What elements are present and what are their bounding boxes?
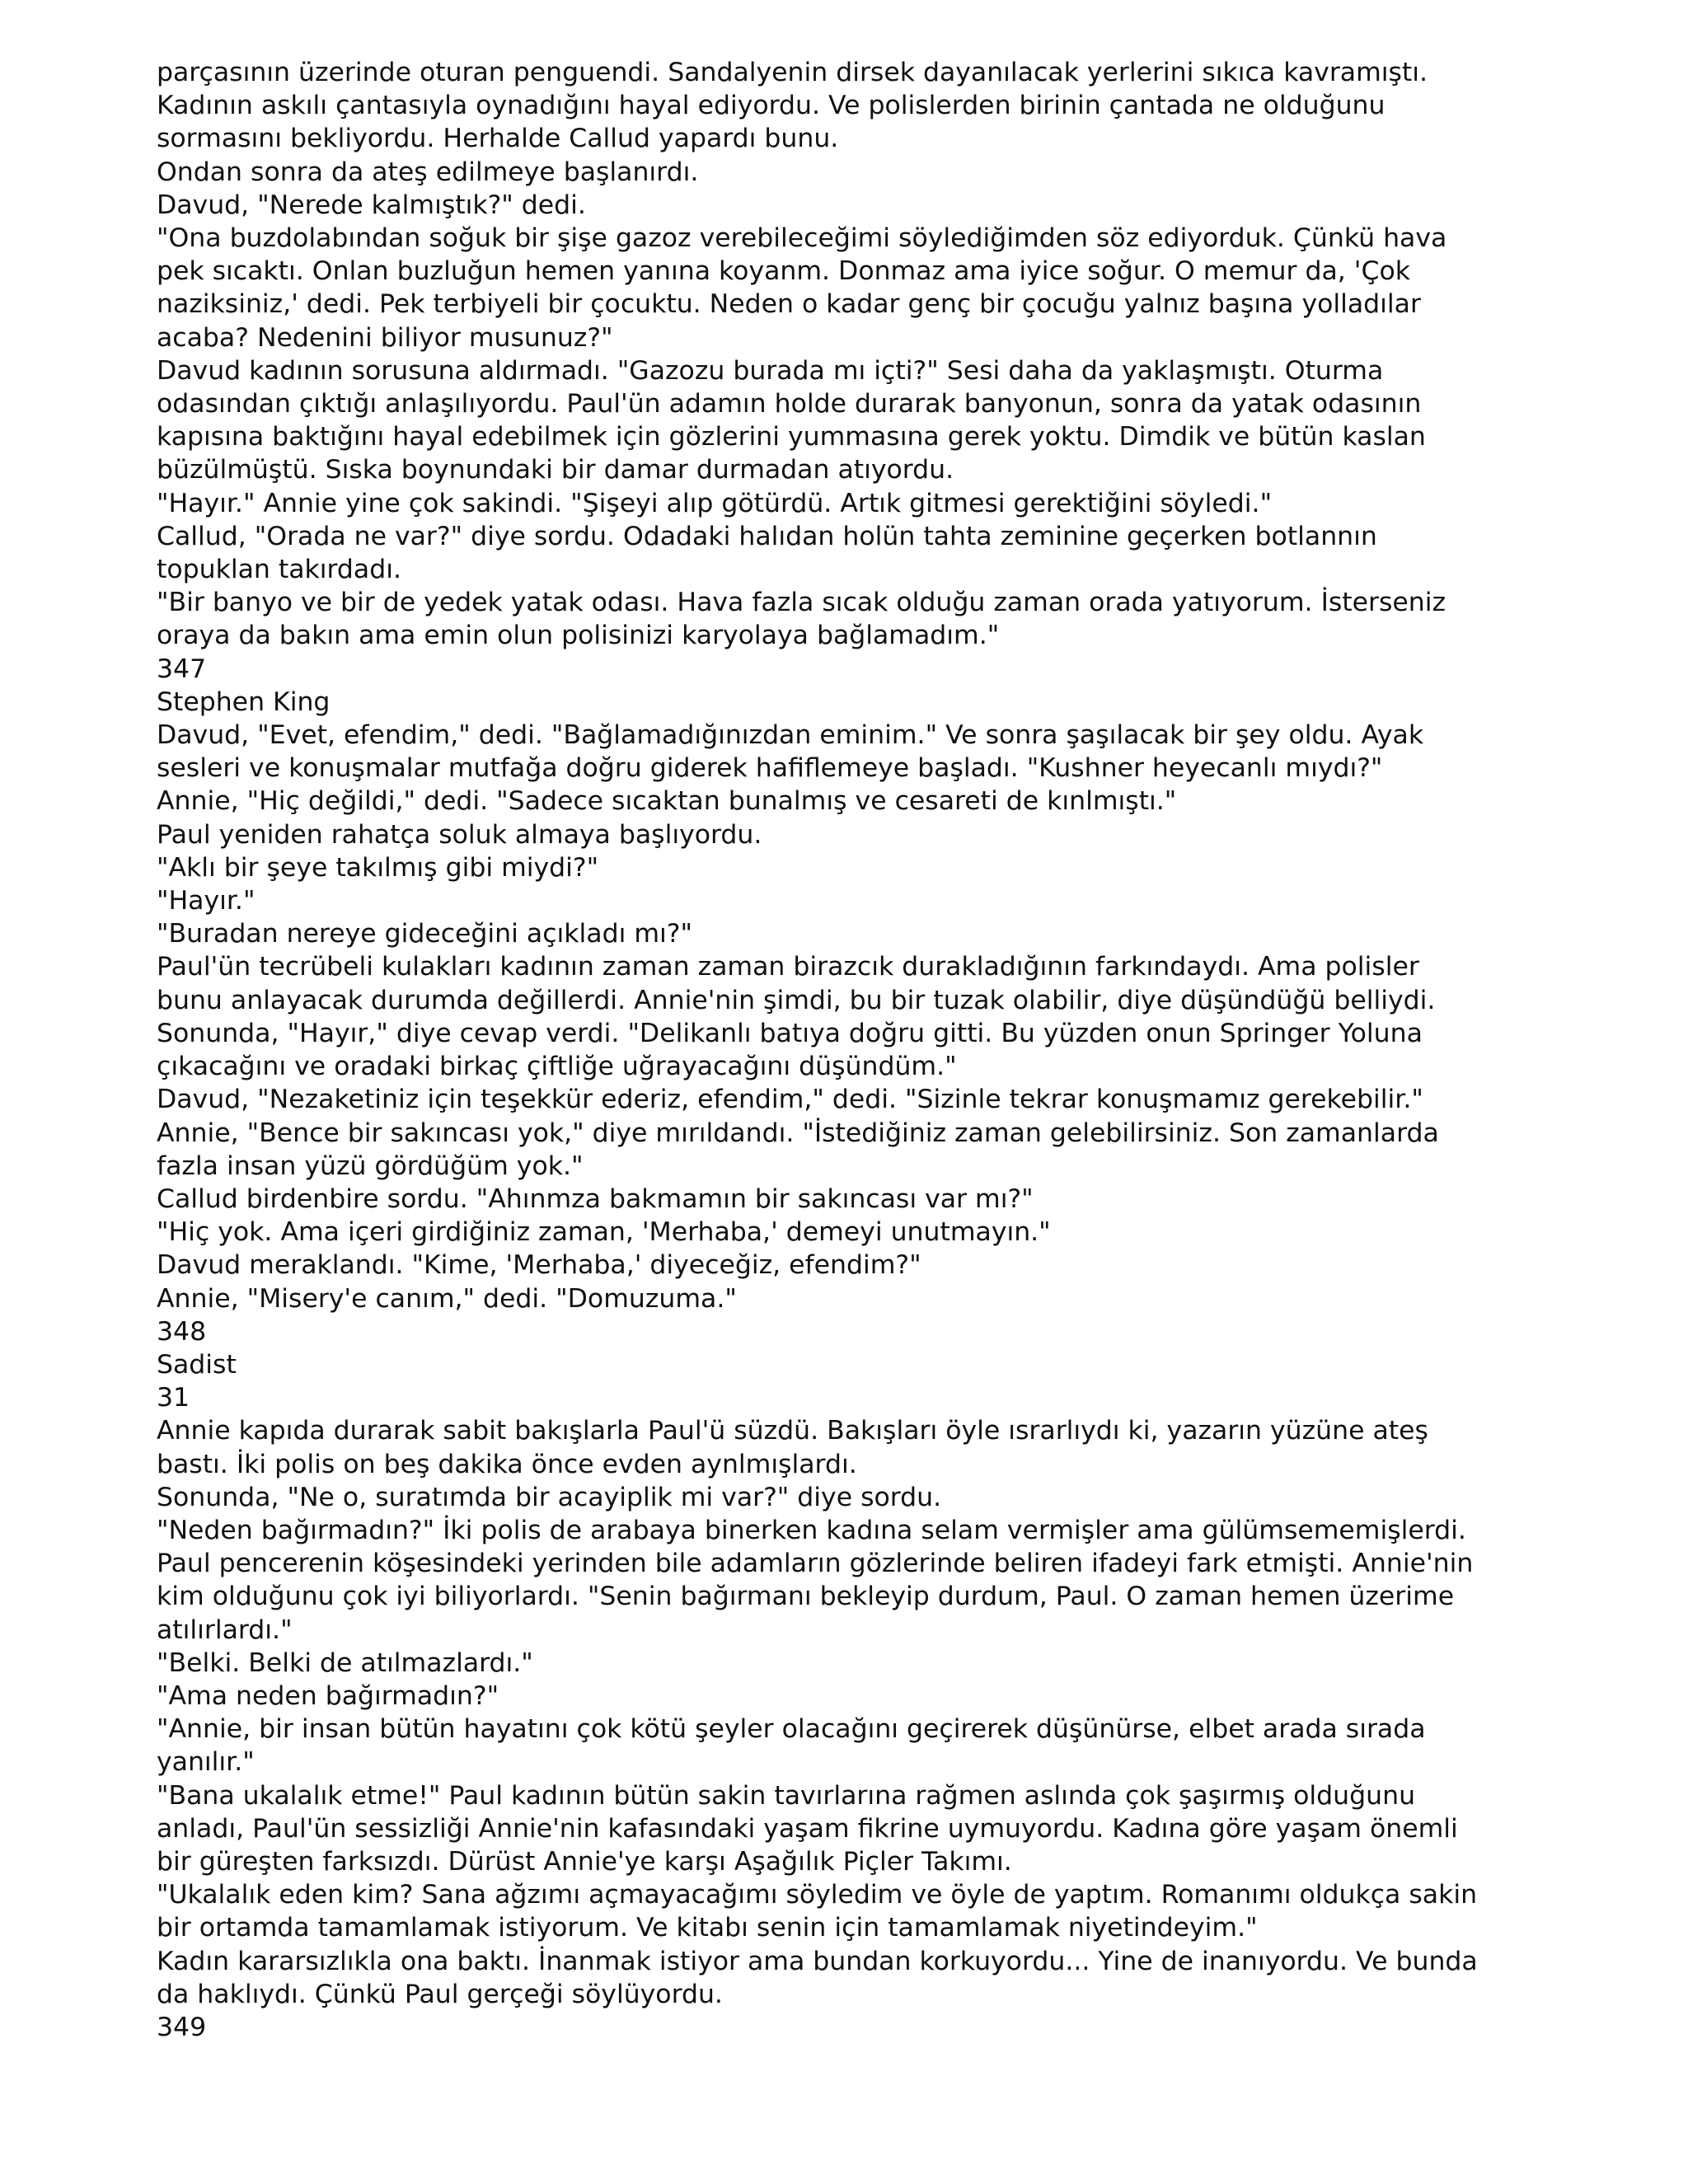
paragraph: "Neden bağırmadın?" İki polis de arabaya binerken kadına selam vermişler ama gülümsememişlerdi. Paul pencerenin köşesindeki yerinden bile adamların gözlerinde beliren ifadeyi fark etmişti. Annie'nin kim olduğunu çok iyi biliyorlardı. "Senin bağırmanı bekleyip durdum, Paul. O zaman hemen üzerime atılırlardı." [157,1515,1474,1645]
paragraph: "Bana ukalalık etme!" Paul kadının bütün sakin tavırlarına rağmen aslında çok şaşırmış olduğunu anladı, Paul'ün sessizliği Annie'nin kafasındaki yaşam fikrine uymuyordu. Kadına göre yaşam önemli bir güreşten farksızdı. Dürüst Annie'ye karşı Aşağılık Piçler Takımı. [157,1780,1458,1877]
paragraph: Davud, "Nezaketiniz için teşekkür ederiz, efendim," dedi. "Sizinle tekrar konuşmamız gerekebilir." [157,1085,1423,1115]
paragraph: "Ukalalık eden kim? Sana ağzımı açmayacağımı söyledim ve öyle de yaptım. Romanımı oldukça sakin bir ortamda tamamlamak istiyorum. Ve kitabı senin için tamamlamak niyetindeyim." [157,1880,1478,1943]
paragraph: "Hayır." [157,886,256,916]
paragraph: Annie kapıda durarak sabit bakışlarla Paul'ü süzdü. Bakışları öyle ısrarlıydı ki, yazarın yüzüne ateş bastı. İki polis on beş dakika önce evden aynlmışlardı. [157,1416,1428,1479]
paragraph: Davud meraklandı. "Kime, 'Merhaba,' diyeceğiz, efendim?" [157,1250,921,1281]
paragraph: "Annie, bir insan bütün hayatını çok kötü şeyler olacağını geçirerek düşünürse, elbet arada sırada yanılır." [157,1714,1426,1778]
page-number: 349 [157,2012,207,2042]
paragraph: parçasının üzerinde oturan penguendi. Sandalyenin dirsek dayanılacak yerlerini sıkıca kavramıştı. Kadının askılı çantasıyla oynadığını hayal ediyordu. Ve polislerden birinin çantada ne olduğunu sormasını bekliyordu. Herhalde Callud yapardı bunu. [157,58,1428,154]
paragraph: "Hiç yok. Ama içeri girdiğiniz zaman, 'Merhaba,' demeyi unutmayın." [157,1217,1051,1248]
paragraph: "Bir banyo ve bir de yedek yatak odası. Hava fazla sıcak olduğu zaman orada yatıyorum. İsterseniz oraya da bakın ama emin olun polisinizi karyolaya bağlamadım." [157,588,1446,651]
paragraph: Paul'ün tecrübeli kulakları kadının zaman zaman birazcık durakladığının farkındaydı. Ama polisler bunu anlayacak durumda değillerdi. Annie'nin şimdi, bu bir tuzak olabilir, diye düşündüğü belliydi. Sonunda, "Hayır," diye cevap verdi. "Delikanlı batıya doğru gitti. Bu yüzden onun Springer Yoluna çıkacağını ve oradaki birkaç çiftliğe uğrayacağını düşündüm." [157,952,1436,1082]
paragraph: Paul yeniden rahatça soluk almaya başlıyordu. [157,819,762,850]
paragraph: Ondan sonra da ateş edilmeye başlanırdı. [157,157,699,187]
paragraph: "Belki. Belki de atılmazlardı." [157,1647,533,1678]
paragraph: Annie, "Misery'e canım," dedi. "Domuzuma." [157,1283,737,1314]
paragraph: "Ama neden bağırmadın?" [157,1680,499,1711]
paragraph: "Buradan nereye gideceğini açıkladı mı?" [157,919,692,949]
page-number: 347 [157,654,207,684]
paragraph: Annie, "Hiç değildi," dedi. "Sadece sıcaktan bunalmış ve cesareti de kınlmıştı." [157,786,1177,817]
running-header: Sadist [157,1349,237,1380]
paragraph: "Ona buzdolabından soğuk bir şişe gazoz verebileceğimi söylediğimden söz ediyorduk. Çünkü hava pek sıcaktı. Onlan buzluğun hemen yanına koyanm. Donmaz ama iyice soğur. O memur da, 'Çok naziksiniz,' dedi. Pek terbiyeli bir çocuktu. Neden o kadar genç bir çocuğu yalnız başına yolladılar acaba? Nedenini biliyor musunuz?" [157,223,1447,353]
paragraph: Davud kadının sorusuna aldırmadı. "Gazozu burada mı içti?" Sesi daha da yaklaşmıştı. Oturma odasından çıktığı anlaşılıyordu. Paul'ün adamın holde durarak banyonun, sonra da yatak odasının kapısına baktığını hayal edebilmek için gözlerini yummasına gerek yoktu. Dimdik ve bütün kaslan büzülmüştü. Sıska boynundaki bir damar durmadan atıyordu. [157,355,1426,485]
page-number: 348 [157,1316,207,1347]
document-page [157,56,1492,2044]
paragraph: Kadın kararsızlıkla ona baktı. İnanmak istiyor ama bundan korkuyordu... Yine de inanıyordu. Ve bunda da haklıydı. Çünkü Paul gerçeği söylüyordu. [157,1946,1478,2009]
paragraph: Annie, "Bence bir sakıncası yok," diye mırıldandı. "İstediğiniz zaman gelebilirsiniz. Son zamanlarda fazla insan yüzü gördüğüm yok." [157,1118,1439,1181]
paragraph: "Hayır." Annie yine çok sakindi. "Şişeyi alıp götürdü. Artık gitmesi gerektiğini söyledi." [157,488,1273,518]
paragraph: Callud birdenbire sordu. "Ahınmza bakmamın bir sakıncası var mı?" [157,1183,1034,1214]
paragraph: Sonunda, "Ne o, suratımda bir acayiplik mi var?" diye sordu. [157,1482,942,1512]
running-header: Stephen King [157,687,331,717]
chapter-number: 31 [157,1383,190,1413]
paragraph: Callud, "Orada ne var?" diye sordu. Odadaki halıdan holün tahta zeminine geçerken botlannın topuklan takırdadı. [157,521,1377,585]
paragraph: Davud, "Nerede kalmıştık?" dedi. [157,190,586,220]
paragraph: "Aklı bir şeye takılmış gibi miydi?" [157,852,599,883]
paragraph: Davud, "Evet, efendim," dedi. "Bağlamadığınızdan eminim." Ve sonra şaşılacak bir şey oldu. Ayak sesleri ve konuşmalar mutfağa doğru giderek hafiflemeye başladı. "Kushner heyecanlı mıydı?" [157,720,1424,784]
